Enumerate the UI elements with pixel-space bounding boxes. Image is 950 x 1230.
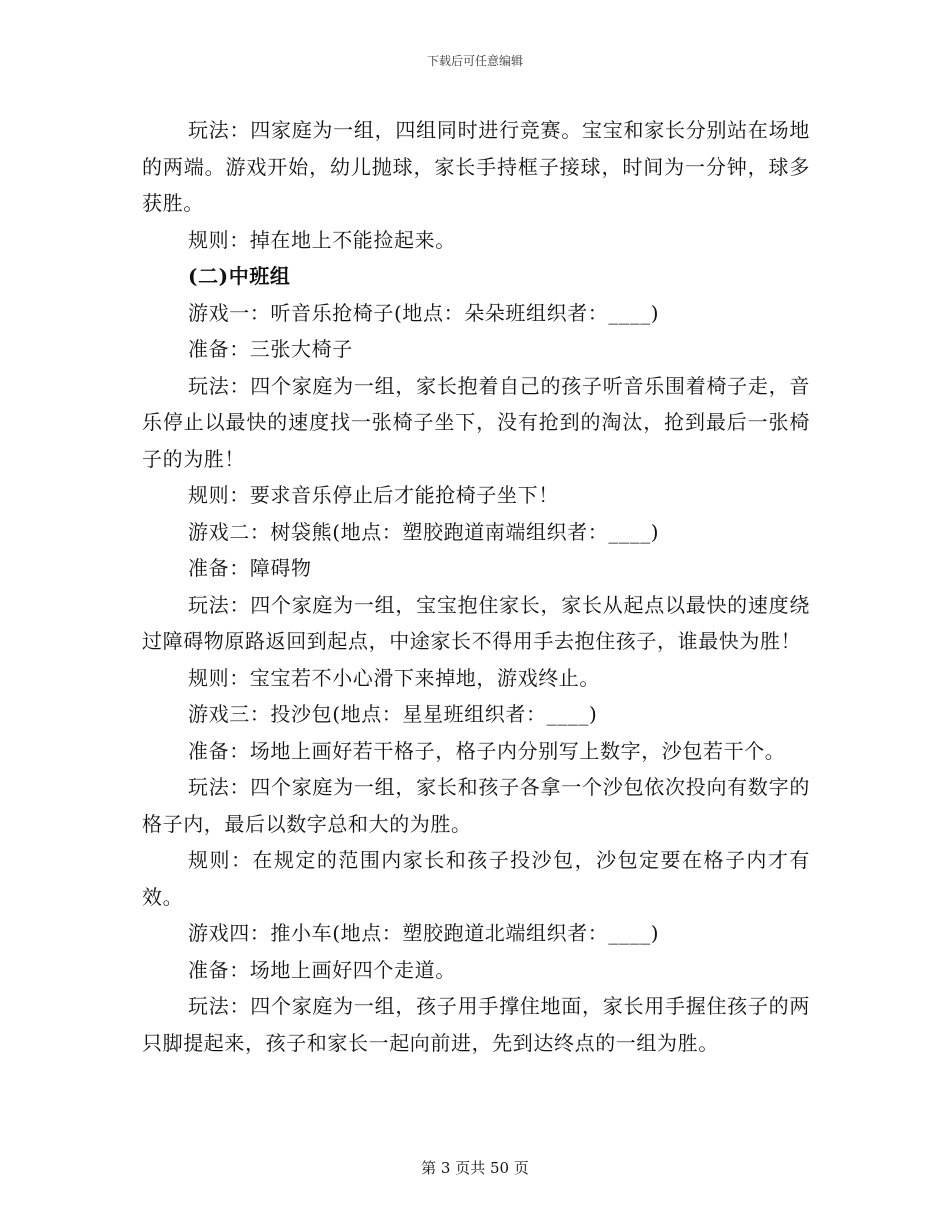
paragraph-game-one-play: 玩法：四个家庭为一组，家长抱着自己的孩子听音乐围着椅子走，音乐停止以最快的速度找一张椅子坐下，没有抢到的淘汰，抢到最后一张椅子的为胜！: [142, 373, 810, 471]
paragraph-game-two-prep: 准备：障碍物: [188, 556, 312, 580]
paragraph-game-three-play: 玩法：四个家庭为一组，家长和孩子各拿一个沙包依次投向有数字的格子内，最后以数字总和大的为胜。: [142, 775, 810, 836]
paragraph-game-two-title: 游戏二：树袋熊(地点：塑胶跑道南端组织者：____): [188, 519, 660, 544]
paragraph-game-two-play: 玩法：四个家庭为一组，宝宝抱住家长，家长从起点以最快的速度绕过障碍物原路返回到起点，中途家长不得用手去抱住孩子，谁最快为胜！: [142, 592, 810, 653]
page-footer: 第 3 页共 50 页: [421, 1159, 529, 1177]
paragraph-game-three-title: 游戏三：投沙包(地点：星星班组织者：____): [188, 702, 598, 726]
paragraph-game-one-prep: 准备：三张大椅子: [188, 337, 353, 361]
document-body: [142, 112, 810, 1061]
section-heading-middle-class: (二)中班组: [188, 264, 291, 288]
paragraph-rule-ball: 规则：掉在地上不能捡起来。: [188, 227, 456, 252]
paragraph-game-four-play: 玩法：四个家庭为一组，孩子用手撑住地面，家长用手握住孩子的两只脚提起来，孩子和家长一起向前进，先到达终点的一组为胜。: [142, 994, 810, 1055]
paragraph-game-three-rule: 规则：在规定的范围内家长和孩子投沙包，沙包定要在格子内才有效。: [142, 848, 810, 909]
paragraph-game-one-rule: 规则：要求音乐停止后才能抢椅子坐下！: [188, 483, 559, 507]
paragraph-game-three-prep: 准备：场地上画好若干格子，格子内分别写上数字，沙包若干个。: [188, 738, 786, 763]
paragraph-game-two-rule: 规则：宝宝若不小心滑下来掉地，游戏终止。: [188, 665, 600, 690]
paragraph-game-one-title: 游戏一：听音乐抢椅子(地点：朵朵班组织者：____): [188, 300, 660, 325]
paragraph-game-four-title: 游戏四：推小车(地点：塑胶跑道北端组织者：____): [188, 921, 660, 945]
paragraph-game-four-prep: 准备：场地上画好四个走道。: [188, 957, 456, 982]
page-header: 下载后可任意编辑: [426, 54, 523, 68]
paragraph-play-rules-ball: 玩法：四家庭为一组，四组同时进行竞赛。宝宝和家长分别站在场地的两端。游戏开始，幼儿抛球，家长手持框子接球，时间为一分钟，球多获胜。: [142, 118, 810, 215]
